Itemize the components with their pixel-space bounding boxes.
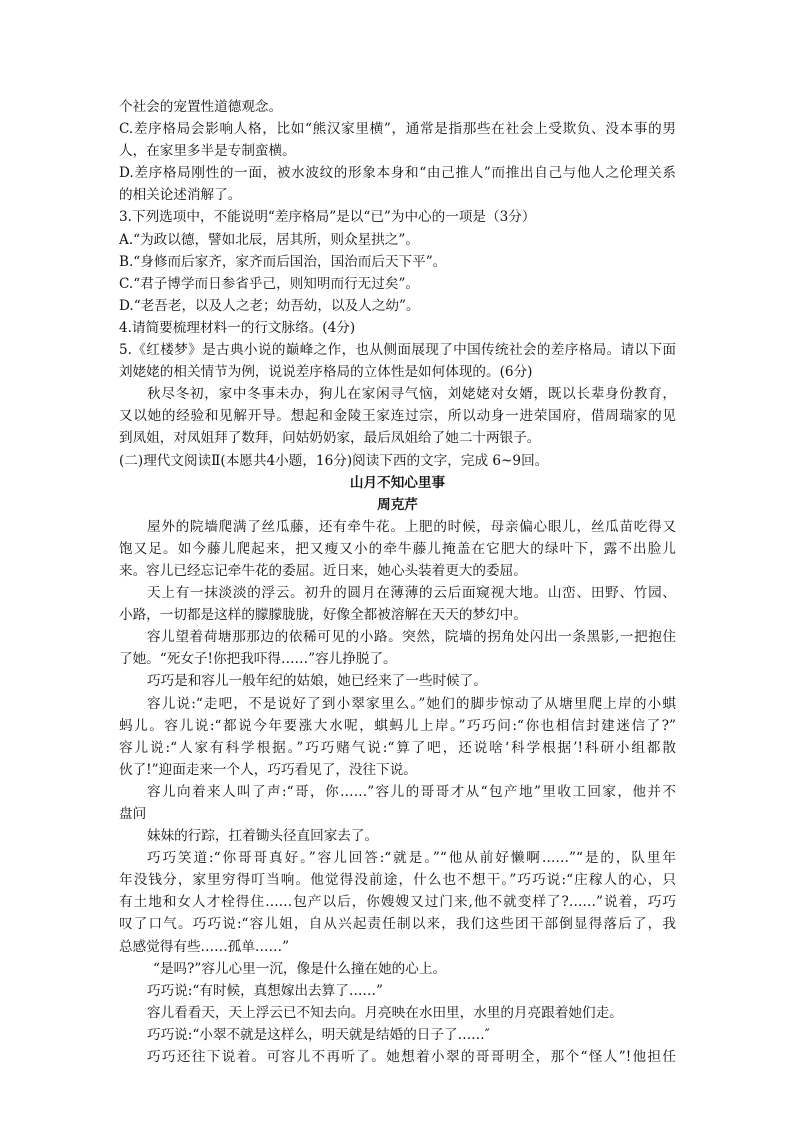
text-line: 3.下列选项中，不能说明“差序格局”是以“已”为中心的一项是（3分） <box>119 209 536 226</box>
text-line: 有土地和女人才栓得住……包产以后，你嫂嫂又过门来,他不就变样了?……”说着，巧巧 <box>119 894 676 911</box>
text-line: 巧巧说:“小翠不就是这样么，明天就是结婚的日子了……″ <box>147 1026 490 1043</box>
text-line: 蚂儿。容儿说:“都说今年要涨大水呢，蜞蚂儿上岸。”巧巧问:“你也相信封建迷信了?” <box>119 717 676 734</box>
text-line: 了她。“死女子!你把我吓得……”容儿挣脱了。 <box>119 651 397 668</box>
text-line: 伙了!”迎面走来一个人，巧巧看见了，没往下说。 <box>119 761 417 778</box>
text-line: D.差序格局刚性的一面，被水波纹的形象本身和“由己推人”而推出自己与他人之伦理关系 <box>119 165 676 182</box>
text-line: 来。容儿已经忘记牵牛花的委屈。近日来，她心头装着更大的委屈。 <box>119 562 527 579</box>
text-line: 小路，一切都是这样的朦朦胧胧，好像全都被溶解在天天的梦幻中。 <box>119 607 527 624</box>
text-line: 刘姥姥的相关情节为例，说说差序格局的立体性是如何体现的。(6分) <box>119 364 533 381</box>
text-line: 巧巧笑道:“你哥哥真好。”容儿回答:“就是。”“他从前好懒啊……”“是的，队里年 <box>147 850 676 867</box>
text-line: “是吗?”容儿心里一沉，像是什么撞在她的心上。 <box>153 960 447 977</box>
text-line: 天上有一抹淡淡的浮云。初升的圆月在薄薄的云后面窥视大地。山峦、田野、竹园、 <box>147 585 676 602</box>
text-line: 屋外的院墙爬满了丝瓜藤，还有牵牛花。上肥的时候，母亲偏心眼儿，丝瓜苗吃得又 <box>147 518 676 535</box>
text-line: 5.《红楼梦》是古典小说的巅峰之作，也从侧面展现了中国传统社会的差序格局。请以下面 <box>119 342 676 359</box>
text-line: 总感觉得有些……孤单……” <box>119 938 290 955</box>
text-line: 容儿向着来人叫了声:“哥，你……”容儿的哥哥才从“包产地”里收工回家，他并不 <box>147 783 676 800</box>
text-line: 巧巧还往下说着。可容儿不再听了。她想着小翠的哥哥明全，那个“怪人”!他担任 <box>147 1049 676 1066</box>
text-line: D.“老吾老，以及人之老；幼吾幼，以及人之幼”。 <box>119 297 420 314</box>
text-line: 秋尽冬初，家中冬事未办，狗儿在家闲寻气恼，刘姥姥对女婿，既以长辈身份教育， <box>147 386 676 403</box>
text-line: A.“为政以德，譬如北辰，居其所，则众星拱之”。 <box>119 231 419 248</box>
text-line: 到凤姐，对凤姐拜了数拜，问姑奶奶家，最后凤姐给了她二十两银子。 <box>119 430 541 447</box>
text-line: 山月不知心里事 <box>349 474 446 491</box>
text-line: 叹了口气。巧巧说:“容儿姐，自从兴起责任制以来，我们这些团干部倒显得落后了，我 <box>119 916 676 933</box>
text-line: 年没钱分，家里穷得叮当响。他觉得没前途，什么也不想干。”巧巧说:“庄稼人的心，只 <box>119 872 676 889</box>
text-line: 的相关论述消解了。 <box>119 187 242 204</box>
text-line: 容儿看看天，天上浮云已不知去向。月亮映在水田里，水里的月亮跟着她们走。 <box>147 1004 623 1021</box>
text-line: 4.请简要梳理材料一的行文脉络。(4分) <box>119 319 356 336</box>
text-line: C.“君子博学而日参省乎己，则知明而行无过矣”。 <box>119 275 420 292</box>
text-line: 盘问 <box>119 806 147 822</box>
text-line: (二)理代文阅读Ⅱ(本愿共4小题，16分)阅读下西的文字，完成 6~9回。 <box>119 452 549 469</box>
text-line: 周克芹 <box>377 496 418 513</box>
document-page <box>119 96 676 1068</box>
text-line: 巧巧是和容儿一般年纪的姑娘，她已经来了一些时候了。 <box>147 673 487 690</box>
text-line: 又以她的经验和见解开导。想起和金陵王家连过宗，所以动身一进荣国府，借周瑞家的见 <box>119 408 676 425</box>
text-line: 容儿说:“走吧，不是说好了到小翠家里么。”她们的脚步惊动了从塘里爬上岸的小蜞 <box>147 695 676 712</box>
text-line: 巧巧说:“有时候，真想嫁出去算了……” <box>147 982 383 999</box>
text-line: 人，在家里多半是专制蛮横。 <box>119 143 296 160</box>
text-line: C.差序格局会影响人格，比如“熊汉家里横”，通常是指那些在社会上受欺负、没本事的男 <box>119 121 676 138</box>
text-line: 妹妹的行踪，扛着锄头径直回家去了。 <box>147 828 379 845</box>
text-line: 饱又足。如今藤儿爬起来，把又瘦又小的牵牛藤儿掩盖在它肥大的绿叶下，露不出脸儿 <box>119 540 676 557</box>
text-line: B.“身修而后家齐，家齐而后国治，国治而后天下平”。 <box>119 253 447 270</box>
text-line: 容儿望着荷塘那那边的依稀可见的小路。突然，院墙的拐角处闪出一条黑影,一把抱住 <box>147 629 676 646</box>
text-line: 个社会的宠置性道德观念。 <box>119 99 283 115</box>
text-line: 容儿说:“人家有科学根据。”巧巧赌气说:“算了吧，还说啥‘科学根据’!科研小组都散 <box>119 739 676 756</box>
